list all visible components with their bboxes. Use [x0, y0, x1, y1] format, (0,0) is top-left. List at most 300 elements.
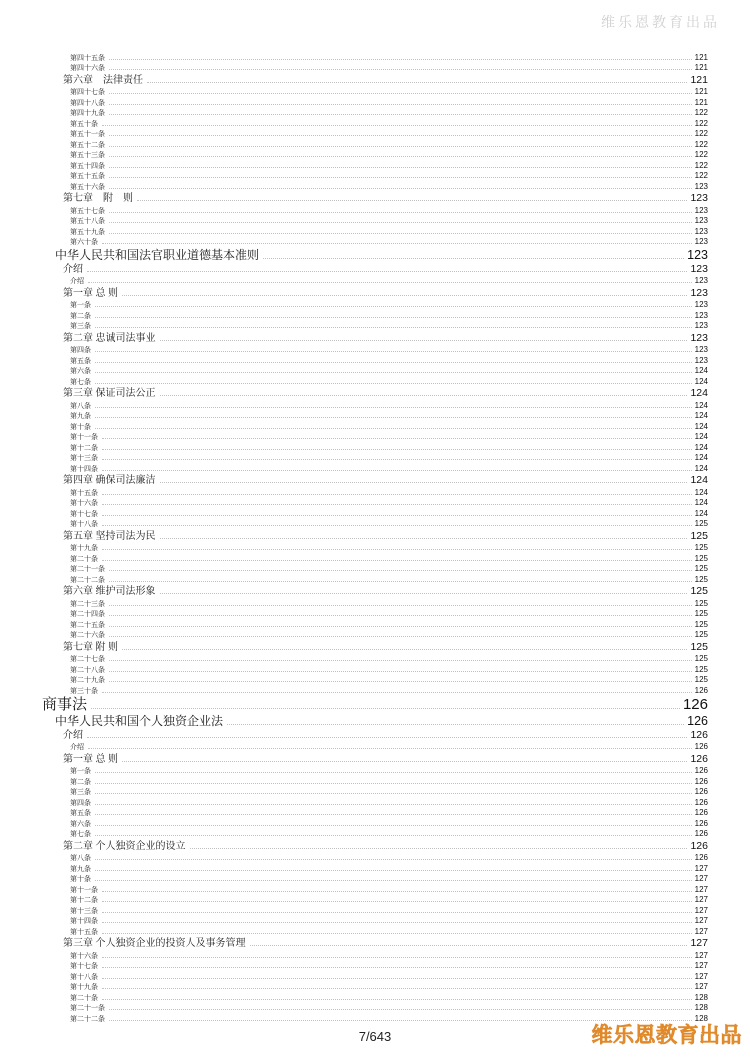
toc-page-number: 127	[694, 874, 708, 884]
toc-leader-dots	[122, 649, 687, 650]
toc-chapter-entry[interactable]	[0, 937, 750, 951]
toc-leader-dots	[95, 306, 692, 307]
header-watermark: 维乐恩教育出品	[601, 15, 720, 31]
toc-chapter-entry[interactable]	[0, 530, 750, 544]
toc-entry-label: 第六章 法律责任	[63, 74, 143, 86]
toc-entry-label: 第八条	[70, 854, 91, 863]
toc-entry-label: 第九条	[70, 864, 91, 873]
toc-leader-dots	[109, 135, 692, 136]
toc-page-number: 121	[694, 97, 708, 107]
toc-entry-label: 第九条	[70, 412, 91, 421]
toc-article-entry[interactable]	[0, 654, 750, 665]
toc-leader-dots	[95, 859, 692, 860]
toc-leader-dots	[87, 271, 687, 272]
toc-leader-dots	[109, 114, 692, 115]
toc-entry-label: 第二十一条	[70, 1004, 105, 1013]
toc-entry-label: 第二十三条	[70, 599, 105, 608]
toc-law-entry[interactable]	[0, 714, 750, 729]
toc-article-entry[interactable]	[0, 498, 750, 509]
toc-page-number: 124	[694, 432, 708, 442]
toc-page-number: 126	[694, 797, 708, 807]
toc-entry-label: 第二十条	[70, 554, 98, 563]
toc-chapter-entry[interactable]	[0, 332, 750, 346]
toc-page-number: 123	[694, 181, 708, 191]
toc-article-entry[interactable]	[0, 927, 750, 938]
toc-entry-label: 第二十二条	[70, 1014, 105, 1023]
toc-article-entry[interactable]	[0, 620, 750, 631]
toc-article-entry[interactable]	[0, 808, 750, 819]
toc-article-entry[interactable]	[0, 300, 750, 311]
toc-law-entry[interactable]	[0, 248, 750, 263]
toc-page-number: 126	[690, 752, 708, 765]
toc-article-entry[interactable]	[0, 63, 750, 74]
toc-leader-dots	[109, 681, 692, 682]
toc-chapter-entry[interactable]	[0, 474, 750, 488]
toc-article-entry[interactable]	[0, 864, 750, 875]
toc-leader-dots	[102, 525, 692, 526]
toc-page-number: 123	[694, 226, 708, 236]
toc-page-number: 125	[694, 598, 708, 608]
toc-leader-dots	[250, 945, 688, 946]
toc-leader-dots	[95, 793, 692, 794]
toc-entry-label: 第五十三条	[70, 151, 105, 160]
toc-leader-dots	[102, 999, 692, 1000]
toc-article-entry[interactable]	[0, 972, 750, 983]
toc-page-number: 124	[694, 487, 708, 497]
toc-page-number: 126	[694, 818, 708, 828]
toc-leader-dots	[109, 581, 692, 582]
toc-article-entry[interactable]	[0, 885, 750, 896]
toc-article-entry[interactable]	[0, 311, 750, 322]
toc-article-entry[interactable]	[0, 895, 750, 906]
toc-page-number: 125	[694, 675, 708, 685]
toc-article-entry[interactable]	[0, 916, 750, 927]
toc-entry-label: 第四条	[70, 346, 91, 355]
toc-entry-label: 第二十九条	[70, 676, 105, 685]
toc-article-entry[interactable]	[0, 599, 750, 610]
toc-leader-dots	[102, 692, 692, 693]
toc-page-number: 125	[690, 640, 708, 653]
toc-entry-label: 第四条	[70, 798, 91, 807]
toc-entry-label: 第十五条	[70, 927, 98, 936]
toc-entry-label: 第五十六条	[70, 182, 105, 191]
toc-article-entry[interactable]	[0, 906, 750, 917]
toc-leader-dots	[190, 848, 688, 849]
toc-article-entry[interactable]	[0, 609, 750, 620]
toc-entry-label: 介绍	[63, 263, 83, 275]
toc-page-number: 125	[694, 553, 708, 563]
toc-article-entry[interactable]	[0, 564, 750, 575]
toc-entry-label: 第二条	[70, 311, 91, 320]
toc-leader-dots	[102, 494, 692, 495]
toc-page-number: 121	[694, 87, 708, 97]
toc-article-entry[interactable]	[0, 53, 750, 64]
toc-entry-label: 第二十二条	[70, 575, 105, 584]
toc-entry-label: 第二十六条	[70, 631, 105, 640]
toc-page-number: 124	[694, 442, 708, 452]
toc-article-entry[interactable]	[0, 488, 750, 499]
toc-page-number: 123	[690, 262, 708, 275]
toc-entry-label: 第一章 总 则	[63, 753, 118, 765]
toc-leader-dots	[109, 177, 692, 178]
toc-article-entry[interactable]	[0, 742, 750, 753]
toc-article-entry[interactable]	[0, 829, 750, 840]
toc-entry-label: 第五十一条	[70, 130, 105, 139]
toc-page-number: 125	[694, 664, 708, 674]
toc-entry-label: 第五十九条	[70, 227, 105, 236]
toc-entry-label: 第十四条	[70, 917, 98, 926]
toc-leader-dots	[102, 515, 692, 516]
toc-entry-label: 第四十九条	[70, 109, 105, 118]
toc-page-number: 123	[694, 205, 708, 215]
toc-leader-dots	[102, 549, 692, 550]
toc-leader-dots	[95, 880, 692, 881]
toc-page-number: 124	[694, 463, 708, 473]
toc-entry-label: 第十七条	[70, 509, 98, 518]
toc-article-entry[interactable]	[0, 171, 750, 182]
toc-leader-dots	[109, 626, 692, 627]
toc-article-entry[interactable]	[0, 356, 750, 367]
toc-page-number: 126	[690, 839, 708, 852]
toc-article-entry[interactable]	[0, 766, 750, 777]
toc-page-number: 126	[694, 742, 708, 752]
toc-entry-label: 介绍	[63, 729, 83, 741]
toc-entry-label: 第二十四条	[70, 610, 105, 619]
toc-entry-label: 第三章 个人独资企业的投资人及事务管理	[63, 938, 246, 950]
toc-page-number: 127	[694, 884, 708, 894]
toc-entry-label: 第十一条	[70, 885, 98, 894]
toc-page-number: 127	[694, 950, 708, 960]
toc-leader-dots	[160, 538, 688, 539]
toc-leader-dots	[102, 438, 692, 439]
toc-page-number: 128	[694, 1003, 708, 1013]
toc-leader-dots	[109, 93, 692, 94]
toc-article-entry[interactable]	[0, 366, 750, 377]
toc-entry-label: 第四十七条	[70, 88, 105, 97]
toc-article-entry[interactable]	[0, 401, 750, 412]
toc-leader-dots	[88, 282, 692, 283]
toc-page-number: 123	[690, 331, 708, 344]
toc-article-entry[interactable]	[0, 129, 750, 140]
toc-leader-dots	[102, 922, 692, 923]
toc-leader-dots	[147, 82, 687, 83]
toc-entry-label: 第六十条	[70, 238, 98, 247]
toc-article-entry[interactable]	[0, 422, 750, 433]
toc-article-entry[interactable]	[0, 1003, 750, 1014]
toc-page-number: 122	[694, 118, 708, 128]
toc-leader-dots	[137, 200, 687, 201]
toc-entry-label: 中华人民共和国法官职业道德基本准则	[55, 247, 260, 262]
toc-leader-dots	[102, 957, 692, 958]
toc-leader-dots	[227, 724, 684, 725]
toc-article-entry[interactable]	[0, 686, 750, 697]
toc-entry-label: 第二十条	[70, 993, 98, 1002]
toc-entry-label: 第五十五条	[70, 172, 105, 181]
toc-leader-dots	[109, 636, 692, 637]
toc-article-entry[interactable]	[0, 575, 750, 586]
table-of-contents	[0, 53, 750, 1025]
toc-entry-label: 第一条	[70, 767, 91, 776]
toc-chapter-entry[interactable]	[0, 753, 750, 767]
toc-chapter-entry[interactable]	[0, 287, 750, 301]
toc-entry-label: 第六条	[70, 367, 91, 376]
toc-page-number: 127	[694, 905, 708, 915]
toc-article-entry[interactable]	[0, 150, 750, 161]
toc-entry-label: 第二章 忠诚司法事业	[63, 332, 156, 344]
toc-entry-label: 第七条	[70, 377, 91, 386]
toc-page-number: 125	[694, 574, 708, 584]
toc-article-entry[interactable]	[0, 119, 750, 130]
toc-page-number: 123	[690, 286, 708, 299]
toc-entry-label: 第五十二条	[70, 140, 105, 149]
toc-entry-label: 中华人民共和国个人独资企业法	[55, 713, 224, 728]
toc-page-number: 126	[694, 776, 708, 786]
toc-entry-label: 第十六条	[70, 951, 98, 960]
toc-entry-label: 第七章 附 则	[63, 641, 118, 653]
toc-entry-label: 第四十八条	[70, 98, 105, 107]
toc-leader-dots	[102, 449, 692, 450]
toc-article-entry[interactable]	[0, 798, 750, 809]
toc-leader-dots	[109, 605, 692, 606]
toc-article-entry[interactable]	[0, 276, 750, 287]
toc-leader-dots	[160, 395, 688, 396]
toc-page-number: 121	[694, 63, 708, 73]
toc-entry-label: 第五章 坚持司法为民	[63, 530, 156, 542]
toc-chapter-entry[interactable]	[0, 585, 750, 599]
toc-article-entry[interactable]	[0, 345, 750, 356]
toc-entry-label: 第七章 附 则	[63, 193, 133, 205]
toc-page-number: 123	[694, 355, 708, 365]
toc-leader-dots	[102, 459, 692, 460]
toc-entry-label: 第三条	[70, 322, 91, 331]
toc-page-number: 127	[694, 982, 708, 992]
toc-article-entry[interactable]	[0, 675, 750, 686]
toc-leader-dots	[109, 1009, 692, 1010]
toc-leader-dots	[95, 835, 692, 836]
toc-page-number: 121	[694, 52, 708, 62]
toc-leader-dots	[95, 383, 692, 384]
toc-entry-label: 第五十四条	[70, 161, 105, 170]
toc-entry-label: 第四十五条	[70, 53, 105, 62]
toc-article-entry[interactable]	[0, 227, 750, 238]
toc-page-number: 125	[694, 630, 708, 640]
toc-article-entry[interactable]	[0, 98, 750, 109]
toc-leader-dots	[109, 212, 692, 213]
toc-page-number: 123	[694, 216, 708, 226]
toc-leader-dots	[109, 233, 692, 234]
toc-leader-dots	[95, 351, 692, 352]
toc-entry-label: 第三章 保证司法公正	[63, 388, 156, 400]
toc-page-number: 123	[694, 237, 708, 247]
toc-page-number: 126	[687, 713, 708, 728]
toc-entry-label: 第二十五条	[70, 620, 105, 629]
toc-leader-dots	[160, 482, 688, 483]
toc-article-entry[interactable]	[0, 951, 750, 962]
toc-entry-label: 第五十条	[70, 119, 98, 128]
toc-page-number: 126	[682, 696, 708, 714]
toc-page-number: 126	[694, 787, 708, 797]
toc-page-number: 127	[694, 863, 708, 873]
toc-page-number: 124	[694, 400, 708, 410]
toc-page-number: 122	[694, 129, 708, 139]
toc-article-entry[interactable]	[0, 982, 750, 993]
toc-page-number: 124	[694, 411, 708, 421]
toc-entry-label: 第六条	[70, 819, 91, 828]
toc-leader-dots	[102, 891, 692, 892]
toc-leader-dots	[109, 188, 692, 189]
toc-article-entry[interactable]	[0, 161, 750, 172]
toc-leader-dots	[102, 560, 692, 561]
toc-leader-dots	[95, 417, 692, 418]
toc-chapter-entry[interactable]	[0, 387, 750, 401]
toc-entry-label: 第十三条	[70, 906, 98, 915]
toc-page-number: 127	[694, 895, 708, 905]
toc-chapter-entry[interactable]	[0, 74, 750, 88]
toc-article-entry[interactable]	[0, 630, 750, 641]
toc-article-entry[interactable]	[0, 853, 750, 864]
toc-leader-dots	[109, 156, 692, 157]
toc-article-entry[interactable]	[0, 432, 750, 443]
toc-entry-label: 第二十一条	[70, 565, 105, 574]
toc-leader-dots	[102, 504, 692, 505]
toc-entry-label: 第八条	[70, 401, 91, 410]
toc-article-entry[interactable]	[0, 87, 750, 98]
toc-entry-label: 第四章 确保司法廉洁	[63, 475, 156, 487]
toc-page-number: 126	[694, 829, 708, 839]
toc-leader-dots	[160, 593, 688, 594]
toc-entry-label: 第十八条	[70, 972, 98, 981]
toc-entry-label: 第十九条	[70, 983, 98, 992]
toc-article-entry[interactable]	[0, 787, 750, 798]
toc-page-number: 124	[690, 387, 708, 400]
toc-article-entry[interactable]	[0, 874, 750, 885]
toc-article-entry[interactable]	[0, 665, 750, 676]
toc-entry-label: 第二十七条	[70, 655, 105, 664]
toc-chapter-entry[interactable]	[0, 641, 750, 655]
toc-leader-dots	[102, 967, 692, 968]
toc-page-number: 123	[694, 321, 708, 331]
toc-leader-dots	[122, 295, 687, 296]
toc-entry-label: 第五条	[70, 809, 91, 818]
toc-page-number: 127	[694, 916, 708, 926]
toc-entry-label: 第十五条	[70, 488, 98, 497]
toc-part-entry[interactable]	[0, 696, 750, 714]
toc-entry-label: 商事法	[42, 697, 88, 714]
toc-page-number: 127	[694, 961, 708, 971]
toc-article-entry[interactable]	[0, 777, 750, 788]
toc-leader-dots	[95, 362, 692, 363]
toc-leader-dots	[95, 372, 692, 373]
toc-leader-dots	[109, 104, 692, 105]
toc-leader-dots	[95, 407, 692, 408]
toc-entry-label: 介绍	[70, 743, 84, 752]
toc-entry-label: 第一条	[70, 301, 91, 310]
toc-entry-label: 第二条	[70, 777, 91, 786]
toc-page-number: 125	[694, 619, 708, 629]
toc-leader-dots	[95, 317, 692, 318]
toc-page-number: 126	[690, 728, 708, 741]
toc-chapter-entry[interactable]	[0, 263, 750, 277]
toc-chapter-entry[interactable]	[0, 840, 750, 854]
toc-article-entry[interactable]	[0, 321, 750, 332]
toc-article-entry[interactable]	[0, 509, 750, 520]
toc-page-number: 125	[694, 564, 708, 574]
toc-entry-label: 第四十六条	[70, 64, 105, 73]
toc-article-entry[interactable]	[0, 993, 750, 1004]
toc-page-number: 127	[694, 971, 708, 981]
toc-page-number: 127	[690, 937, 708, 950]
toc-page-number: 123	[694, 310, 708, 320]
toc-article-entry[interactable]	[0, 140, 750, 151]
toc-page-number: 121	[690, 73, 708, 86]
toc-entry-label: 第五十八条	[70, 217, 105, 226]
toc-leader-dots	[95, 804, 692, 805]
toc-page-number: 125	[694, 543, 708, 553]
toc-entry-label: 第七条	[70, 830, 91, 839]
toc-article-entry[interactable]	[0, 464, 750, 475]
toc-chapter-entry[interactable]	[0, 192, 750, 206]
toc-entry-label: 第十六条	[70, 499, 98, 508]
toc-entry-label: 介绍	[70, 277, 84, 286]
page-indicator: 7/643	[358, 1029, 392, 1044]
toc-article-entry[interactable]	[0, 519, 750, 530]
toc-page-number: 125	[694, 654, 708, 664]
toc-chapter-entry[interactable]	[0, 729, 750, 743]
toc-article-entry[interactable]	[0, 411, 750, 422]
toc-page-number: 124	[694, 453, 708, 463]
toc-article-entry[interactable]	[0, 543, 750, 554]
toc-entry-label: 第十四条	[70, 464, 98, 473]
toc-page-number: 126	[694, 853, 708, 863]
toc-article-entry[interactable]	[0, 108, 750, 119]
toc-article-entry[interactable]	[0, 453, 750, 464]
footer-watermark-logo: 维乐恩教育出品	[591, 1023, 742, 1047]
toc-page-number: 122	[694, 160, 708, 170]
toc-page-number: 125	[690, 585, 708, 598]
toc-leader-dots	[263, 258, 684, 259]
toc-leader-dots	[109, 222, 692, 223]
toc-entry-label: 第十七条	[70, 962, 98, 971]
toc-article-entry[interactable]	[0, 554, 750, 565]
toc-leader-dots	[109, 167, 692, 168]
toc-leader-dots	[95, 428, 692, 429]
toc-article-entry[interactable]	[0, 377, 750, 388]
toc-article-entry[interactable]	[0, 206, 750, 217]
toc-page-number: 124	[694, 498, 708, 508]
toc-article-entry[interactable]	[0, 237, 750, 248]
toc-entry-label: 第十二条	[70, 443, 98, 452]
toc-entry-label: 第二十八条	[70, 665, 105, 674]
toc-leader-dots	[109, 59, 692, 60]
toc-leader-dots	[95, 814, 692, 815]
toc-leader-dots	[102, 978, 692, 979]
toc-article-entry[interactable]	[0, 961, 750, 972]
toc-page-number: 124	[694, 421, 708, 431]
toc-page-number: 122	[694, 108, 708, 118]
toc-page-number: 124	[690, 474, 708, 487]
toc-leader-dots	[109, 671, 692, 672]
toc-leader-dots	[109, 69, 692, 70]
toc-article-entry[interactable]	[0, 216, 750, 227]
toc-leader-dots	[109, 570, 692, 571]
toc-page-number: 127	[694, 926, 708, 936]
toc-article-entry[interactable]	[0, 182, 750, 193]
toc-article-entry[interactable]	[0, 443, 750, 454]
toc-entry-label: 第十九条	[70, 544, 98, 553]
toc-leader-dots	[102, 933, 692, 934]
toc-entry-label: 第十条	[70, 422, 91, 431]
toc-article-entry[interactable]	[0, 819, 750, 830]
